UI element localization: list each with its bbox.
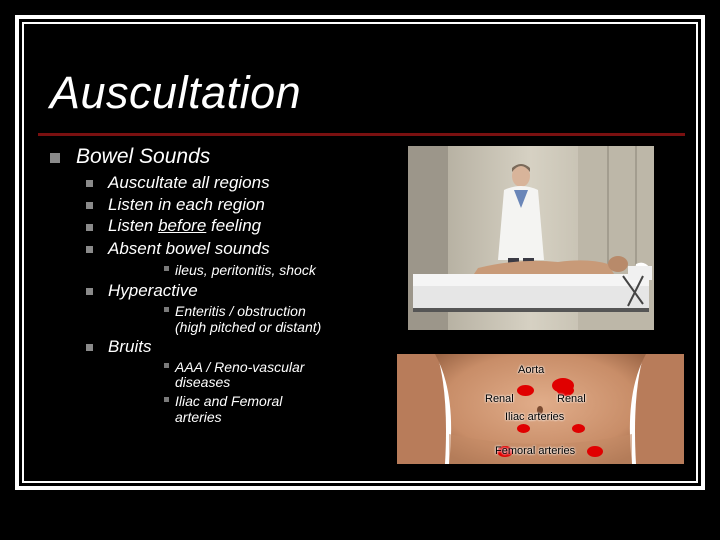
renal-left-marker-icon [517, 385, 534, 396]
iliac-left-marker-icon [517, 424, 530, 433]
bullet-square-icon [86, 288, 93, 295]
bullet-square-icon [164, 397, 169, 402]
label-femoral: Femoral arteries [495, 445, 576, 457]
iliac-right-marker-icon [572, 424, 585, 433]
bullet-bruits-sub-b-2: arteries [175, 409, 222, 425]
title-underline [38, 133, 685, 136]
bullet-hyperactive: Hyperactive [108, 281, 198, 300]
label-renal-left: Renal [485, 393, 514, 405]
bullet-square-icon [86, 344, 93, 351]
bullet-square-icon [86, 180, 93, 187]
exam-room-photo [408, 146, 654, 330]
exam-room-illustration [408, 146, 654, 330]
bullet-listen-before [108, 216, 261, 236]
listen-before-suffix: feeling [206, 216, 262, 235]
bullet-square-icon [164, 307, 169, 312]
bullet-square-icon [164, 266, 169, 271]
slide-title: Auscultation [50, 67, 302, 118]
listen-before-emphasis: before [158, 216, 207, 235]
bullet-bowel-sounds: Bowel Sounds [76, 145, 211, 168]
bullet-listen-each: Listen in each region [108, 195, 265, 214]
bullet-square-icon [86, 224, 93, 231]
bullet-absent: Absent bowel sounds [108, 239, 270, 258]
bullet-square-icon [86, 202, 93, 209]
label-renal-right: Renal [557, 393, 586, 405]
bullet-auscultate: Auscultate all regions [108, 173, 270, 192]
listen-before-prefix: Listen [108, 216, 159, 235]
bullet-hyperactive-sub-1: Enteritis / obstruction [175, 303, 306, 319]
femoral-right-marker-icon [587, 446, 603, 457]
label-iliac: Iliac arteries [505, 411, 565, 423]
bullet-square-icon [164, 363, 169, 368]
bullet-square-icon [50, 153, 60, 163]
bullet-absent-sub: ileus, peritonitis, shock [175, 262, 316, 278]
bullet-hyperactive-sub-2: (high pitched or distant) [175, 319, 322, 335]
label-aorta: Aorta [518, 364, 545, 376]
bullet-bruits: Bruits [108, 337, 152, 356]
bullet-bruits-sub-b-1: Iliac and Femoral [175, 393, 283, 409]
abdomen-photo [397, 354, 684, 464]
bullet-bruits-sub-a-1: AAA / Reno-vascular [175, 359, 305, 375]
bullet-square-icon [86, 246, 93, 253]
bullet-bruits-sub-a-2: diseases [175, 374, 231, 390]
